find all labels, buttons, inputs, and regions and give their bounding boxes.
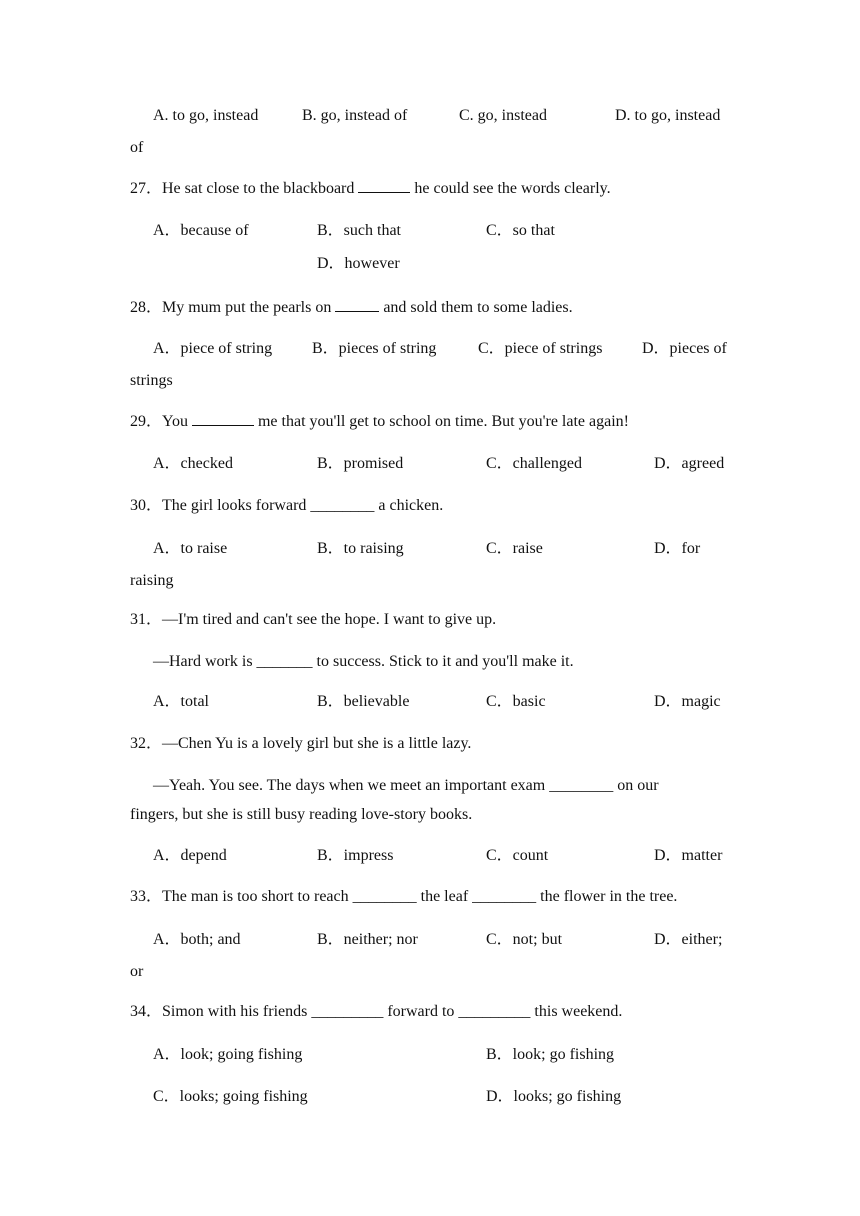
- q34-option-c: C．looks; going fishing: [153, 1088, 308, 1105]
- q31-option-a: A．total: [153, 693, 209, 710]
- q29-option-c: C．challenged: [486, 455, 582, 472]
- q30-option-b: B．to raising: [317, 540, 404, 557]
- q34-option-d: D．looks; go fishing: [486, 1088, 622, 1105]
- q32-dialogue-line-wrap: fingers, but she is still busy reading love-story books.: [130, 806, 473, 823]
- q33-option-d: D．either;: [654, 931, 723, 948]
- q26-option-b: B. go, instead of: [302, 107, 408, 124]
- q29-option-b: B．promised: [317, 455, 404, 472]
- q33-option-c: C．not; but: [486, 931, 563, 948]
- q30-option-a: A．to raise: [153, 540, 228, 557]
- q31-option-d: D．magic: [654, 693, 721, 710]
- q32-stem: 32．—Chen Yu is a lovely girl but she is a little lazy.: [130, 735, 472, 752]
- q27-stem: [130, 178, 611, 199]
- q27-option-c: C．so that: [486, 222, 555, 239]
- q29-option-d: D．agreed: [654, 455, 725, 472]
- q31-option-b: B．believable: [317, 693, 410, 710]
- q33-stem: 33．The man is too short to reach ________ the leaf ________ the flower in the tree.: [130, 888, 678, 905]
- q34-stem: 34．Simon with his friends _________ forward to _________ this weekend.: [130, 1003, 623, 1020]
- q29-stem: [130, 411, 629, 432]
- q28-stem-part1: 28．My mum put the pearls on: [130, 299, 336, 316]
- q27-option-a: A．because of: [153, 222, 249, 239]
- q29-stem-part2: me that you'll get to school on time. But you're late again!: [253, 413, 629, 430]
- q34-option-b: B．look; go fishing: [486, 1046, 615, 1063]
- q28-option-d-wrap: strings: [130, 372, 173, 389]
- q27-option-d: D．however: [317, 255, 400, 272]
- q28-option-d: D．pieces of: [642, 340, 727, 357]
- q32-option-d: D．matter: [654, 847, 723, 864]
- q31-option-c: C．basic: [486, 693, 546, 710]
- q28-option-a: A．piece of string: [153, 340, 273, 357]
- q27-stem-part1: 27．He sat close to the blackboard: [130, 180, 359, 197]
- q27-option-b: B．such that: [317, 222, 401, 239]
- q31-stem: 31．—I'm tired and can't see the hope. I want to give up.: [130, 611, 497, 628]
- q32-option-b: B．impress: [317, 847, 394, 864]
- q33-option-d-wrap: or: [130, 963, 144, 980]
- q28-option-b: B．pieces of string: [312, 340, 437, 357]
- q29-stem-part1: 29．You: [130, 413, 192, 430]
- q32-dialogue-line: —Yeah. You see. The days when we meet an important exam ________ on our: [153, 777, 659, 794]
- q28-option-c: C．piece of strings: [478, 340, 603, 357]
- answer-blank: [192, 411, 254, 426]
- q27-stem-part2: he could see the words clearly.: [410, 180, 611, 197]
- q31-dialogue-line: —Hard work is _______ to success. Stick to it and you'll make it.: [153, 653, 574, 670]
- q33-option-a: A．both; and: [153, 931, 241, 948]
- q30-option-c: C．raise: [486, 540, 543, 557]
- q30-option-d: D．for: [654, 540, 701, 557]
- q26-option-d-wrap: of: [130, 139, 144, 156]
- q30-option-d-wrap: raising: [130, 572, 174, 589]
- answer-blank: [335, 297, 379, 312]
- q34-option-a: A．look; going fishing: [153, 1046, 303, 1063]
- q32-option-c: C．count: [486, 847, 549, 864]
- q32-option-a: A．depend: [153, 847, 227, 864]
- q33-option-b: B．neither; nor: [317, 931, 418, 948]
- q30-stem: 30．The girl looks forward ________ a chicken.: [130, 497, 444, 514]
- q26-option-a: A. to go, instead: [153, 107, 259, 124]
- q29-option-a: A．checked: [153, 455, 233, 472]
- q26-option-c: C. go, instead: [459, 107, 547, 124]
- answer-blank: [358, 178, 410, 193]
- q26-option-d: D. to go, instead: [615, 107, 721, 124]
- q28-stem-part2: and sold them to some ladies.: [379, 299, 573, 316]
- q28-stem: [130, 297, 573, 318]
